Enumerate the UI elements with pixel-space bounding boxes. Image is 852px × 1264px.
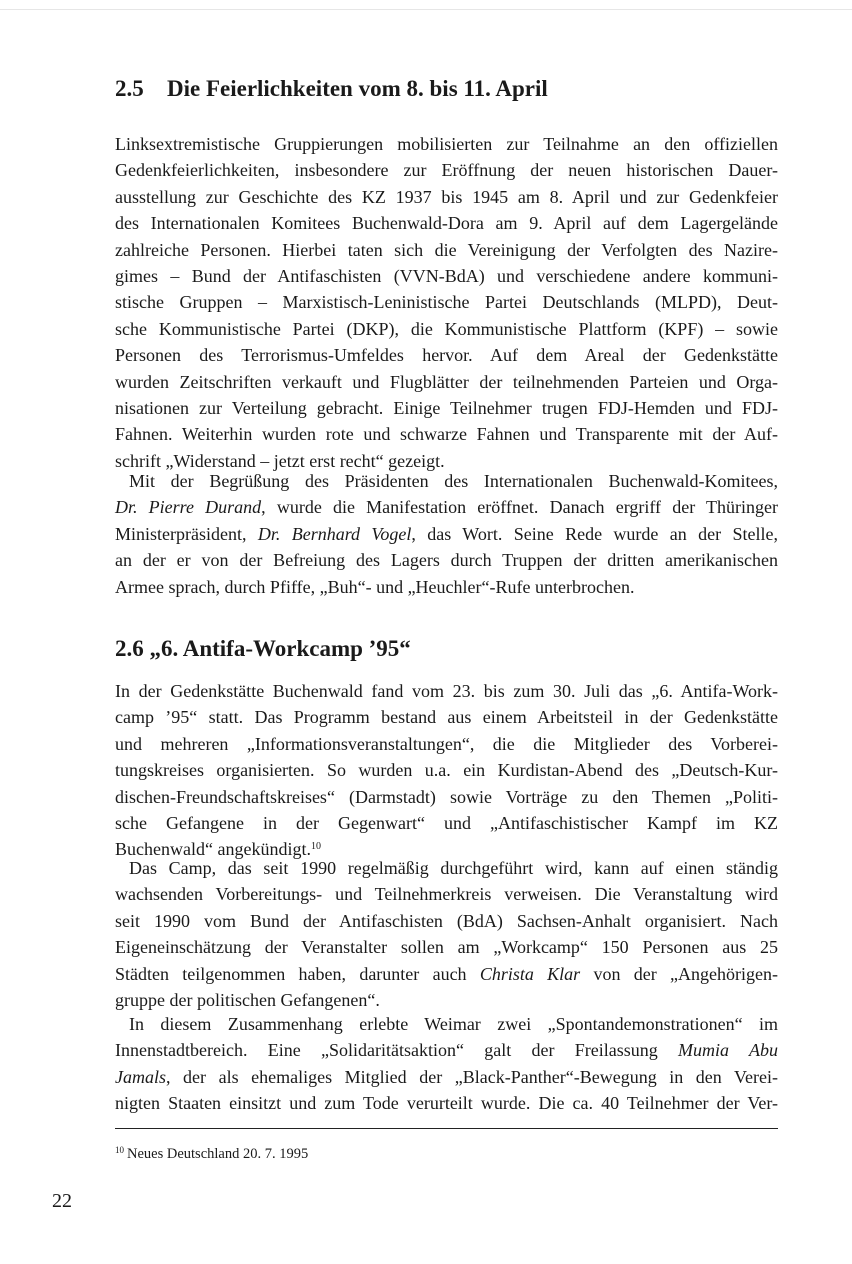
- paragraph-workcamp: [115, 678, 778, 863]
- text-line: [115, 1064, 778, 1090]
- page-number: 22: [52, 1190, 72, 1212]
- footnote-text: Neues Deutschland 20. 7. 1995: [127, 1146, 309, 1162]
- person-name-abu-jamal: Mumia Abu: [678, 1040, 778, 1061]
- text-fragment: , der als ehemaliges Mitglied der „Black-Panther“-Bewegung in den Verei-: [166, 1066, 778, 1087]
- text-line: Personen des Terrorismus-Umfeldes hervor. Auf dem Areal der Gedenkstätte: [115, 345, 778, 366]
- footnote: [115, 1140, 308, 1164]
- text-line: ausstellung zur Geschichte des KZ 1937 bis 1945 am 8. April und zur Gedenkfeier: [115, 186, 778, 207]
- text-fragment: Buchenwald“ angekündigt.: [115, 839, 311, 860]
- text-line: In der Gedenkstätte Buchenwald fand vom 23. bis zum 30. Juli das „6. Antifa-Work-: [115, 681, 778, 701]
- text-line: gruppe der politischen Gefangenen“.: [115, 989, 380, 1010]
- text-line: gimes – Bund der Antifaschisten (VVN-BdA) und verschiedene andere kommuni-: [115, 265, 778, 286]
- section-title: Die Feierlichkeiten vom 8. bis 11. April: [167, 76, 548, 101]
- text-line: dischen-Freundschaftskreises“ (Darmstadt) sowie Vorträge zu den Themen „Politi-: [115, 786, 778, 807]
- text-line: camp ’95“ statt. Das Programm bestand aus einem Arbeitsteil in der Gedenkstätte: [115, 707, 778, 728]
- text-line: Das Camp, das seit 1990 regelmäßig durchgeführt wird, kann auf einen ständig: [129, 858, 778, 878]
- paragraph-begruessung: [115, 468, 778, 600]
- section-number: 2.6: [115, 636, 144, 661]
- text-line: an der er von der Befreiung des Lagers durch Truppen der dritten amerikanischen: [115, 550, 778, 571]
- section-heading-2-5: [115, 75, 775, 103]
- text-line: Linksextremistische Gruppierungen mobilisierten zur Teilnahme an den offiziellen: [115, 134, 778, 154]
- text-line: wurden Zeitschriften verkauft und Flugblätter der teilnehmenden Parteien und Orga-: [115, 371, 778, 392]
- footnote-reference: 10: [310, 841, 321, 853]
- person-name-klar: Christa Klar: [479, 963, 581, 984]
- text-line: [115, 961, 778, 987]
- text-line: In diesem Zusammenhang erlebte Weimar zwei „Spontandemonstrationen“ im: [129, 1014, 778, 1034]
- text-line: schrift „Widerstand – jetzt erst recht“ gezeigt.: [115, 450, 445, 471]
- paragraph-linksextremistische-gruppierungen: [115, 131, 778, 474]
- text-fragment: von der „Angehörigen-: [580, 963, 779, 984]
- text-line: Eigeneinschätzung der Veranstalter sollen am „Workcamp“ 150 Personen aus 25: [115, 937, 778, 958]
- footnote-divider: [115, 1128, 778, 1129]
- paragraph-weimar: [115, 1011, 778, 1117]
- text-line: des Internationalen Komitees Buchenwald-Dora am 9. April auf dem Lagergelände: [115, 213, 778, 234]
- text-line: [115, 494, 778, 520]
- text-line: zahlreiche Personen. Hierbei taten sich die Vereinigung der Verfolgten des Nazire-: [115, 239, 778, 260]
- person-name-durand: Dr. Pierre Durand: [115, 497, 262, 518]
- section-number: 2.5: [115, 76, 144, 101]
- text-line: stische Gruppen – Marxistisch-Leninistische Partei Deutschlands (MLPD), Deut-: [115, 292, 778, 313]
- text-fragment: Ministerpräsident,: [115, 523, 258, 544]
- text-fragment: Städten teilgenommen haben, darunter auch: [115, 963, 480, 984]
- text-fragment: , das Wort. Seine Rede wurde an der Stelle,: [411, 523, 778, 544]
- footnote-number: 10: [115, 1145, 124, 1155]
- text-line: und mehreren „Informationsveranstaltungen“, die die Mitglieder des Vorberei-: [115, 733, 778, 754]
- text-line: Fahnen. Weiterhin wurden rote und schwarze Fahnen und Transparente mit der Auf-: [115, 424, 778, 445]
- text-fragment: Innenstadtbereich. Eine „Solidaritätsaktion“ galt der Freilassung: [115, 1040, 679, 1061]
- text-line: Armee sprach, durch Pfiffe, „Buh“- und „Heuchler“-Rufe unterbrochen.: [115, 576, 635, 597]
- text-line: wachsenden Vorbereitungs- und Teilnehmerkreis verweisen. Die Veranstaltung wird: [115, 884, 778, 905]
- section-title: „6. Antifa-Workcamp ’95“: [149, 636, 411, 661]
- text-line: sche Gefangene in der Gegenwart“ und „Antifaschistischer Kampf im KZ: [115, 812, 778, 833]
- text-line: nigten Staaten einsitzt und zum Tode verurteilt wurde. Die ca. 40 Teilnehmer der Ver-: [115, 1093, 778, 1114]
- text-line: sche Kommunistische Partei (DKP), die Kommunistische Plattform (KPF) – sowie: [115, 318, 778, 339]
- text-fragment: , wurde die Manifestation eröffnet. Danach ergriff der Thüringer: [261, 497, 778, 518]
- paragraph-das-camp: [115, 855, 778, 1013]
- text-line: Gedenkfeierlichkeiten, insbesondere zur Eröffnung der neuen historischen Dauer-: [115, 160, 778, 181]
- text-line: tungskreises organisierten. So wurden u.a. ein Kurdistan-Abend des „Deutsch-Kur-: [115, 760, 778, 781]
- section-heading-2-6: [115, 635, 775, 663]
- person-name-vogel: Dr. Bernhard Vogel: [257, 523, 412, 544]
- text-line: [115, 1037, 778, 1063]
- text-line: seit 1990 vom Bund der Antifaschisten (BdA) Sachsen-Anhalt organisiert. Nach: [115, 910, 778, 931]
- person-name-abu-jamal: Jamals: [115, 1066, 166, 1087]
- text-line: [115, 521, 778, 547]
- text-line: nisationen zur Verteilung gebracht. Einige Teilnehmer trugen FDJ-Hemden und FDJ-: [115, 397, 778, 418]
- text-line: Mit der Begrüßung des Präsidenten des Internationalen Buchenwald-Komitees,: [129, 471, 778, 491]
- scan-edge-line: [0, 9, 852, 10]
